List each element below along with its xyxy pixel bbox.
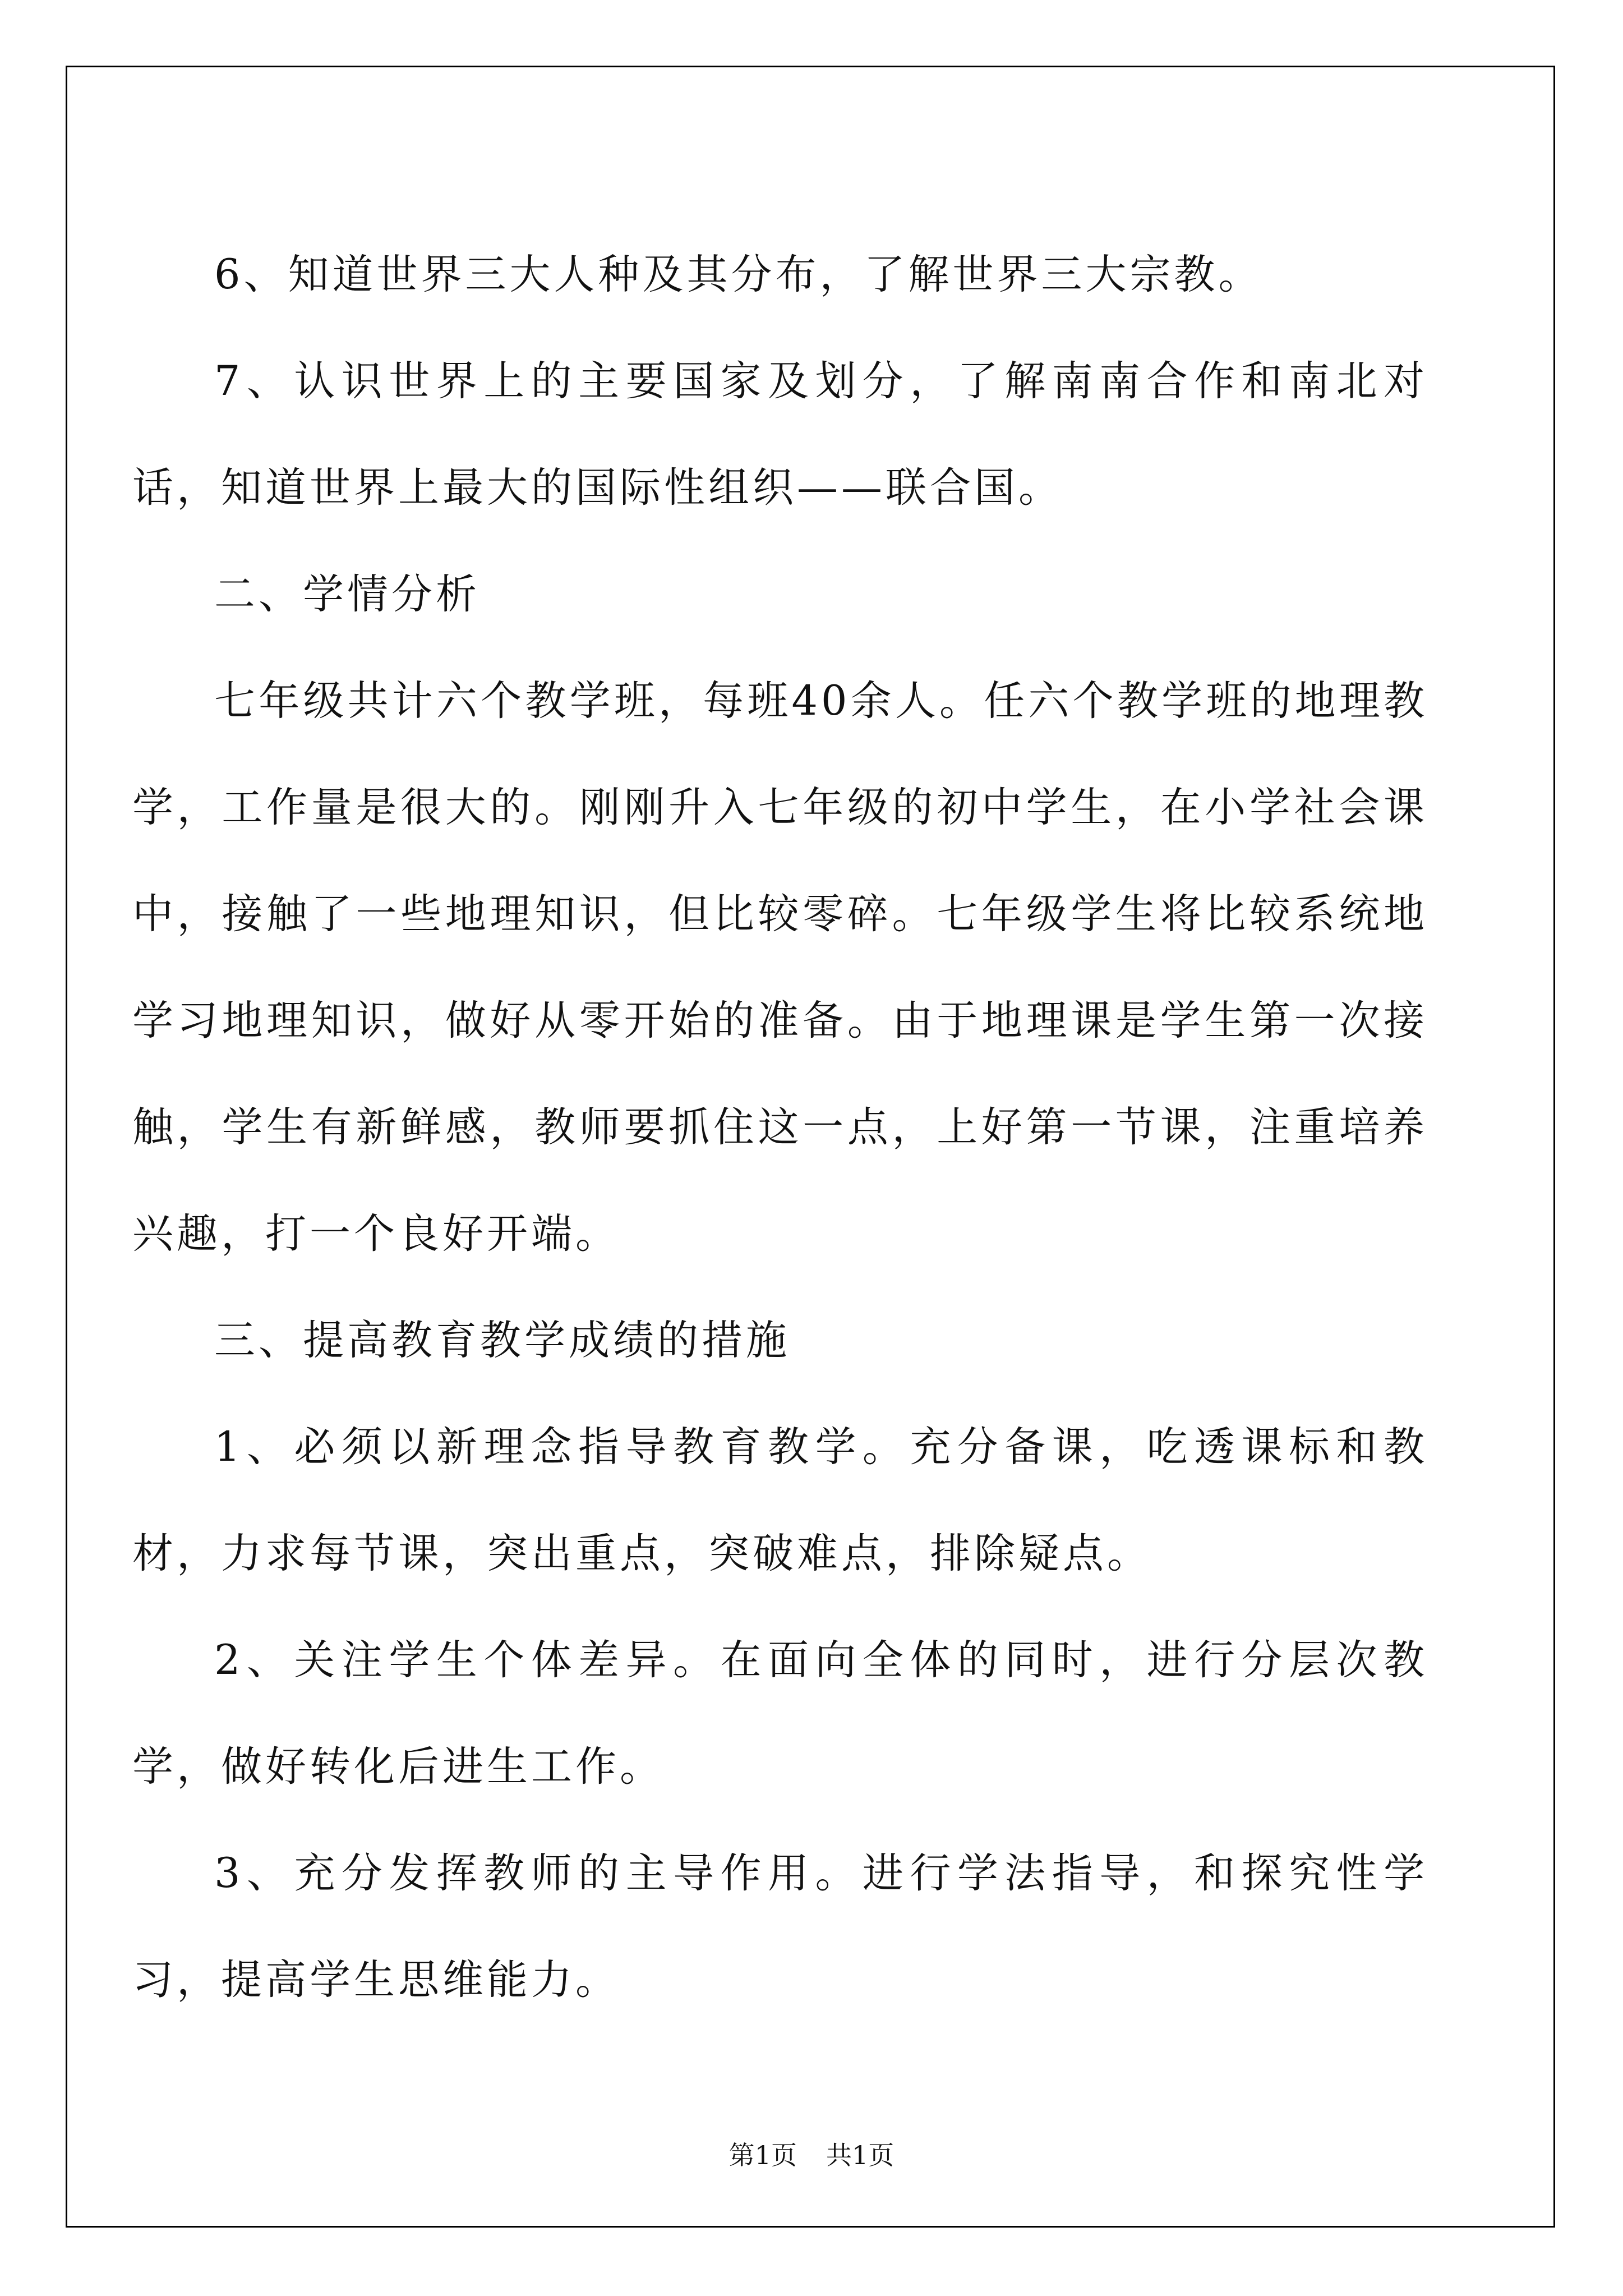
- page-number: 第1页: [728, 2140, 797, 2170]
- paragraph-learning-analysis: 七年级共计六个教学班，每班40余人。任六个教学班的地理教学，工作量是很大的。刚刚升入七年级的初中学生，在小学社会课中，接触了一些地理知识，但比较零碎。七年级学生将比较系统地学习地理知识，做好从零开始的准备。由于地理课是学生第一次接触，学生有新鲜感，教师要抓住这一点，上好第一节课，注重培养兴趣，打一个良好开端。: [132, 677, 1428, 1258]
- paragraph-item-6: 6、知道世界三大人种及其分布，了解世界三大宗教。: [214, 251, 1263, 298]
- paragraph-measure-3: 3、充分发挥教师的主导作用。进行学法指导，和探究性学习，提高学生思维能力。: [132, 1849, 1428, 2004]
- page-total: 共1页: [826, 2140, 895, 2170]
- paragraph-measure-2: 2、关注学生个体差异。在面向全体的同时，进行分层次教学，做好转化后进生工作。: [132, 1636, 1428, 1791]
- document-body: [132, 222, 1428, 2033]
- section-heading-learning-analysis: 二、学情分析: [214, 570, 480, 618]
- section-heading-measures: 三、提高教育教学成绩的措施: [214, 1317, 790, 1364]
- paragraph-item-7: 7、认识世界上的主要国家及划分，了解南南合作和南北对话，知道世界上最大的国际性组织——联合国。: [132, 357, 1428, 512]
- page-footer: [0, 2135, 1623, 2172]
- paragraph-measure-1: 1、必须以新理念指导教育教学。充分备课，吃透课标和教材，力求每节课，突出重点，突破难点，排除疑点。: [132, 1423, 1428, 1577]
